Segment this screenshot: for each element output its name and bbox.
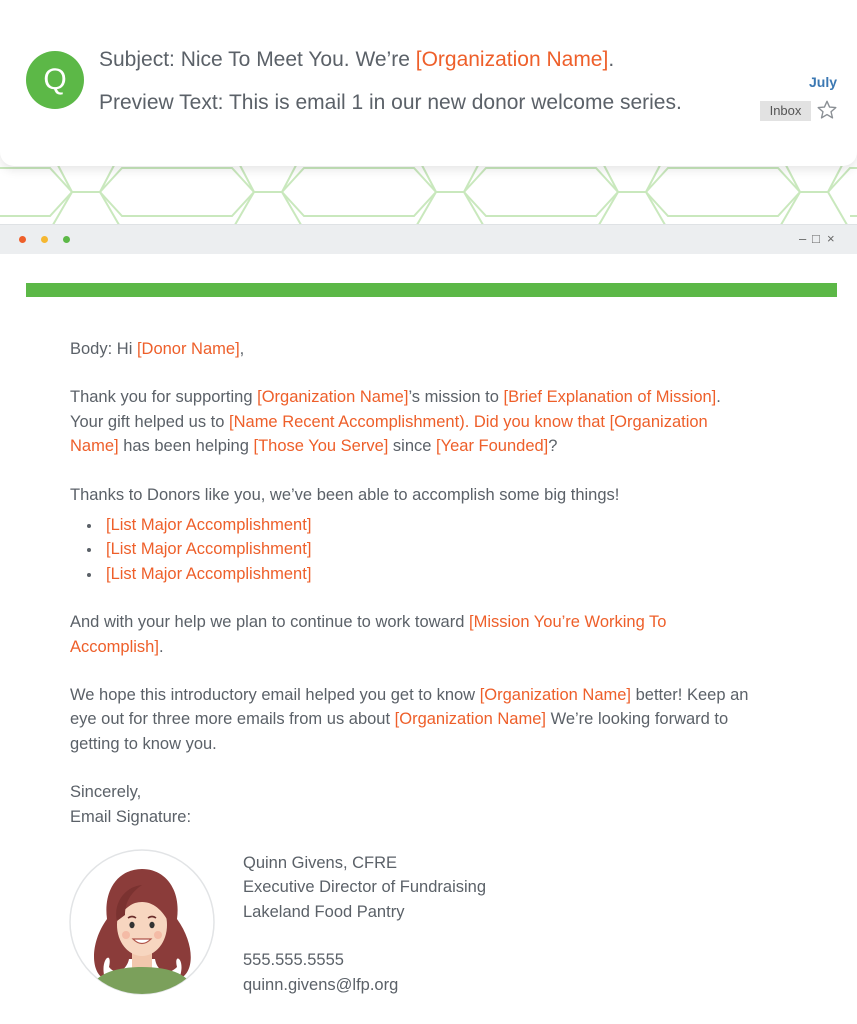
window-titlebar <box>0 224 857 254</box>
minimize-dot-icon[interactable] <box>41 236 48 243</box>
text-fragment: Your gift helped us to <box>70 412 230 431</box>
signature-email[interactable]: quinn.givens@lfp.org <box>243 975 399 994</box>
mission-paragraph <box>70 385 790 458</box>
close-icon[interactable]: × <box>827 231 835 246</box>
organization-name-placeholder: [Organization Name] <box>479 686 632 705</box>
mission-explanation-placeholder: [Brief Explanation of Mission] <box>503 388 717 407</box>
greeting-suffix: , <box>239 340 245 358</box>
recent-accomplishment-placeholder: [Name Recent Accomplishment). Did you know that [Organization <box>229 412 708 431</box>
list-item: [List Major Accomplishment] <box>70 513 790 537</box>
subject-placeholder: [Organization Name] <box>415 48 609 71</box>
intro-paragraph <box>70 683 790 756</box>
email-header-card[interactable] <box>0 0 857 166</box>
thanks-paragraph: Thanks to Donors like you, we’ve been able to accomplish some big things! <box>70 485 620 504</box>
email-body <box>70 337 790 829</box>
greeting-line <box>70 337 790 361</box>
text-fragment: better! Keep an <box>631 686 749 705</box>
maximize-dot-icon[interactable] <box>63 236 70 243</box>
signature-phone[interactable]: 555.555.5555 <box>243 951 344 970</box>
signature-block <box>243 851 486 997</box>
signature-avatar-illustration <box>69 849 215 995</box>
text-fragment: eye out for three more emails from us about <box>70 710 395 729</box>
text-fragment: ’s mission to <box>408 388 504 407</box>
text-fragment: . <box>716 388 721 407</box>
subject-label: Subject: Nice To Meet You. We’re <box>99 48 416 71</box>
donor-name-placeholder: [Donor Name] <box>136 340 240 358</box>
signature-title: Executive Director of Fundraising <box>243 878 487 897</box>
email-date: July <box>808 74 837 90</box>
text-fragment: getting to know you. <box>70 734 217 753</box>
closing-line: Sincerely, <box>70 783 142 802</box>
maximize-icon[interactable]: □ <box>812 231 820 246</box>
preview-body: This is email 1 in our new donor welcome series. <box>223 91 682 114</box>
list-item: [List Major Accomplishment] <box>70 537 790 561</box>
preview-label: Preview Text: <box>99 91 224 114</box>
star-outline-icon[interactable] <box>816 99 838 121</box>
close-dot-icon[interactable] <box>19 236 26 243</box>
year-founded-placeholder: [Year Founded] <box>436 437 549 456</box>
email-subject <box>99 48 614 72</box>
text-fragment: Thank you for supporting <box>70 388 258 407</box>
signature-organization: Lakeland Food Pantry <box>243 902 405 921</box>
signature-name: Quinn Givens, CFRE <box>243 854 398 872</box>
mission-goal-placeholder: [Mission You’re Working To <box>468 613 667 632</box>
text-fragment: We hope this introductory email helped you get to know <box>70 686 480 705</box>
organization-name-placeholder: [Organization Name] <box>257 388 409 407</box>
text-fragment: . <box>158 637 164 656</box>
text-fragment: ? <box>548 437 558 456</box>
text-fragment: since <box>388 437 437 456</box>
green-accent-bar <box>26 283 837 297</box>
sender-avatar: Q <box>26 51 84 109</box>
accomplishment-list <box>70 513 790 586</box>
text-fragment: We’re looking forward to <box>545 710 729 729</box>
those-you-serve-placeholder: [Those You Serve] <box>253 437 389 456</box>
email-preview-text <box>99 91 682 115</box>
mission-goal-paragraph <box>70 610 790 659</box>
organization-name-placeholder: [Organization Name] <box>394 710 546 729</box>
mission-goal-placeholder: Accomplish] <box>70 637 159 656</box>
signature-label: Email Signature: <box>70 807 192 826</box>
subject-end: . <box>608 48 615 71</box>
text-fragment: And with your help we plan to continue to work toward <box>70 613 469 632</box>
inbox-badge[interactable]: Inbox <box>760 101 811 121</box>
organization-name-placeholder: Name] <box>70 437 119 456</box>
minimize-icon[interactable]: – <box>799 231 807 246</box>
list-item: [List Major Accomplishment] <box>70 562 790 586</box>
greeting-prefix: Body: Hi <box>70 340 137 358</box>
text-fragment: has been helping <box>118 437 254 456</box>
